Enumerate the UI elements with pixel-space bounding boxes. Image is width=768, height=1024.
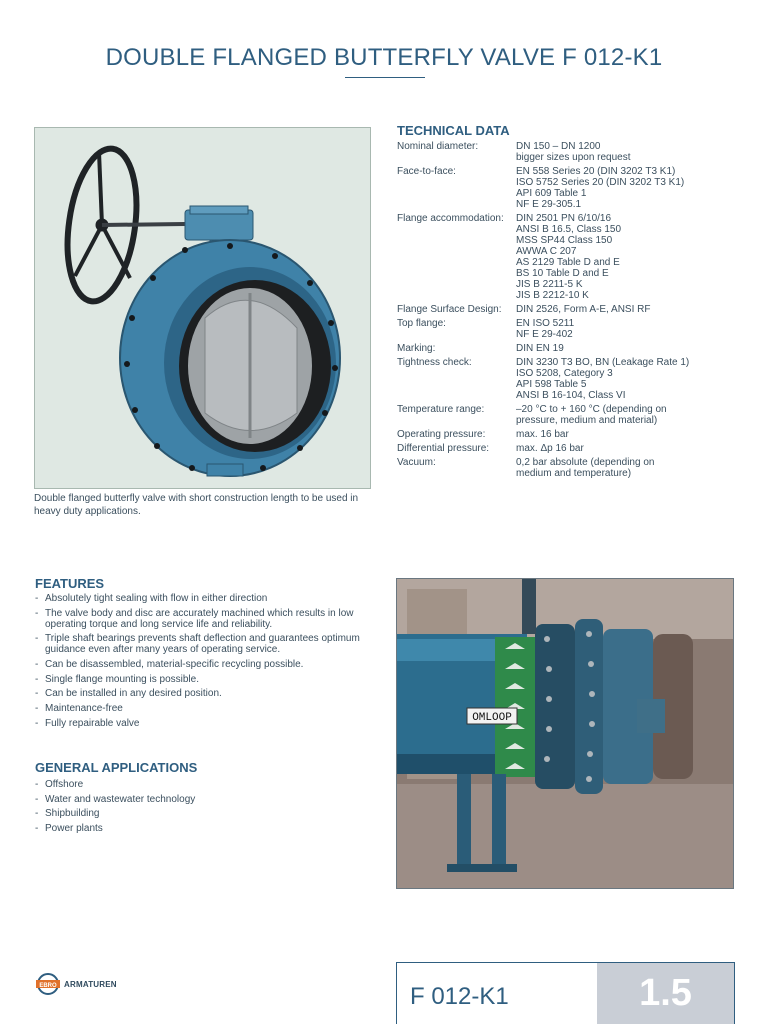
tech-label: Flange accommodation: — [397, 213, 504, 224]
technical-data-heading: TECHNICAL DATA — [397, 123, 510, 138]
tech-value: NF E 29-305.1 — [516, 199, 582, 210]
tech-value: API 609 Table 1 — [516, 188, 587, 199]
list-item: - Absolutely tight sealing with flow in either direction — [35, 593, 380, 604]
tech-label: Operating pressure: — [397, 429, 486, 440]
tech-value: pressure, medium and material) — [516, 415, 658, 426]
list-item: - Can be installed in any desired position. — [35, 688, 380, 699]
ebro-armaturen-logo — [34, 973, 117, 995]
tech-value: ANSI B 16.5, Class 150 — [516, 224, 622, 235]
tech-value: AWWA C 207 — [516, 246, 577, 257]
valve-product-image — [34, 127, 371, 489]
tech-value: MSS SP44 Class 150 — [516, 235, 613, 246]
footer-section-number: 1.5 — [597, 963, 734, 1024]
tech-value: JIS B 2211-5 K — [516, 279, 583, 290]
tech-value: DIN 3230 T3 BO, BN (Leakage Rate 1) — [516, 357, 690, 368]
tech-value: 0,2 bar absolute (depending on — [516, 457, 655, 468]
tech-row-operating-pressure — [397, 429, 747, 440]
tech-value: DIN EN 19 — [516, 343, 564, 354]
installation-photo — [396, 578, 734, 889]
applications-list — [35, 779, 380, 838]
tech-value: –20 °C to + 160 °C (depending on — [516, 404, 667, 415]
list-item: - Fully repairable valve — [35, 718, 380, 729]
logo-badge: EBRO — [39, 983, 57, 989]
tech-label: Top flange: — [397, 318, 446, 329]
tech-row-temperature-range — [397, 404, 747, 426]
list-item: - Power plants — [35, 823, 380, 834]
tech-value: EN 558 Series 20 (DIN 3202 T3 K1) — [516, 166, 676, 177]
tech-value: ISO 5208, Category 3 — [516, 368, 613, 379]
technical-data-table — [397, 141, 747, 482]
tech-row-nominal-diameter — [397, 141, 747, 163]
tech-value: ANSI B 16-104, Class VI — [516, 390, 626, 401]
tech-label: Flange Surface Design: — [397, 304, 502, 315]
list-item: - Shipbuilding — [35, 808, 380, 819]
tech-value: ISO 5752 Series 20 (DIN 3202 T3 K1) — [516, 177, 685, 188]
list-item: - The valve body and disc are accurately machined which results in low operating torque and long service life and reliability. — [35, 608, 380, 630]
list-item: - Triple shaft bearings prevents shaft deflection and guarantees optimum guidance even after many years of operating service. — [35, 633, 380, 655]
tech-label: Marking: — [397, 343, 436, 354]
tech-row-marking — [397, 343, 747, 354]
title-underline — [345, 77, 425, 78]
ebro-logo-icon — [34, 973, 62, 995]
tech-value: DIN 2526, Form A-E, ANSI RF — [516, 304, 651, 315]
features-heading: FEATURES — [35, 576, 105, 591]
list-item: - Water and wastewater technology — [35, 794, 380, 805]
tech-value: max. 16 bar — [516, 429, 569, 440]
tech-value: BS 10 Table D and E — [516, 268, 609, 279]
tech-value: medium and temperature) — [516, 468, 632, 479]
pipe-label-text: OMLOOP — [472, 712, 512, 724]
tech-row-differential-pressure — [397, 443, 747, 454]
tech-value: bigger sizes upon request — [516, 152, 631, 163]
tech-row-face-to-face — [397, 166, 747, 210]
tech-row-vacuum — [397, 457, 747, 479]
page-title: DOUBLE FLANGED BUTTERFLY VALVE F 012-K1 — [105, 44, 663, 71]
tech-label: Nominal diameter: — [397, 141, 479, 152]
tech-label: Vacuum: — [397, 457, 436, 468]
list-item: - Single flange mounting is possible. — [35, 674, 380, 685]
tech-value: NF E 29-402 — [516, 329, 573, 340]
tech-value: DN 150 – DN 1200 — [516, 141, 601, 152]
tech-row-top-flange — [397, 318, 747, 340]
list-item: - Can be disassembled, material-specific recycling possible. — [35, 659, 380, 670]
tech-value: JIS B 2212-10 K — [516, 290, 589, 301]
tech-label: Tightness check: — [397, 357, 472, 368]
footer-model: F 012-K1 — [410, 983, 509, 1010]
list-item: - Maintenance-free — [35, 703, 380, 714]
tech-label: Face-to-face: — [397, 166, 456, 177]
tech-label: Differential pressure: — [397, 443, 490, 454]
logo-text: ARMATUREN — [64, 979, 117, 989]
tech-value: max. Δp 16 bar — [516, 443, 584, 454]
product-caption: Double flanged butterfly valve with short construction length to be used in heavy duty applications. — [34, 493, 359, 517]
tech-row-flange-accommodation — [397, 213, 747, 301]
tech-value: AS 2129 Table D and E — [516, 257, 620, 268]
tech-value: DIN 2501 PN 6/10/16 — [516, 213, 612, 224]
features-list — [35, 593, 380, 733]
list-item: - Offshore — [35, 779, 380, 790]
tech-row-tightness-check — [397, 357, 747, 401]
applications-heading: GENERAL APPLICATIONS — [35, 760, 198, 775]
tech-row-flange-surface-design — [397, 304, 747, 315]
tech-value: EN ISO 5211 — [516, 318, 575, 329]
tech-label: Temperature range: — [397, 404, 485, 415]
tech-value: API 598 Table 5 — [516, 379, 587, 390]
